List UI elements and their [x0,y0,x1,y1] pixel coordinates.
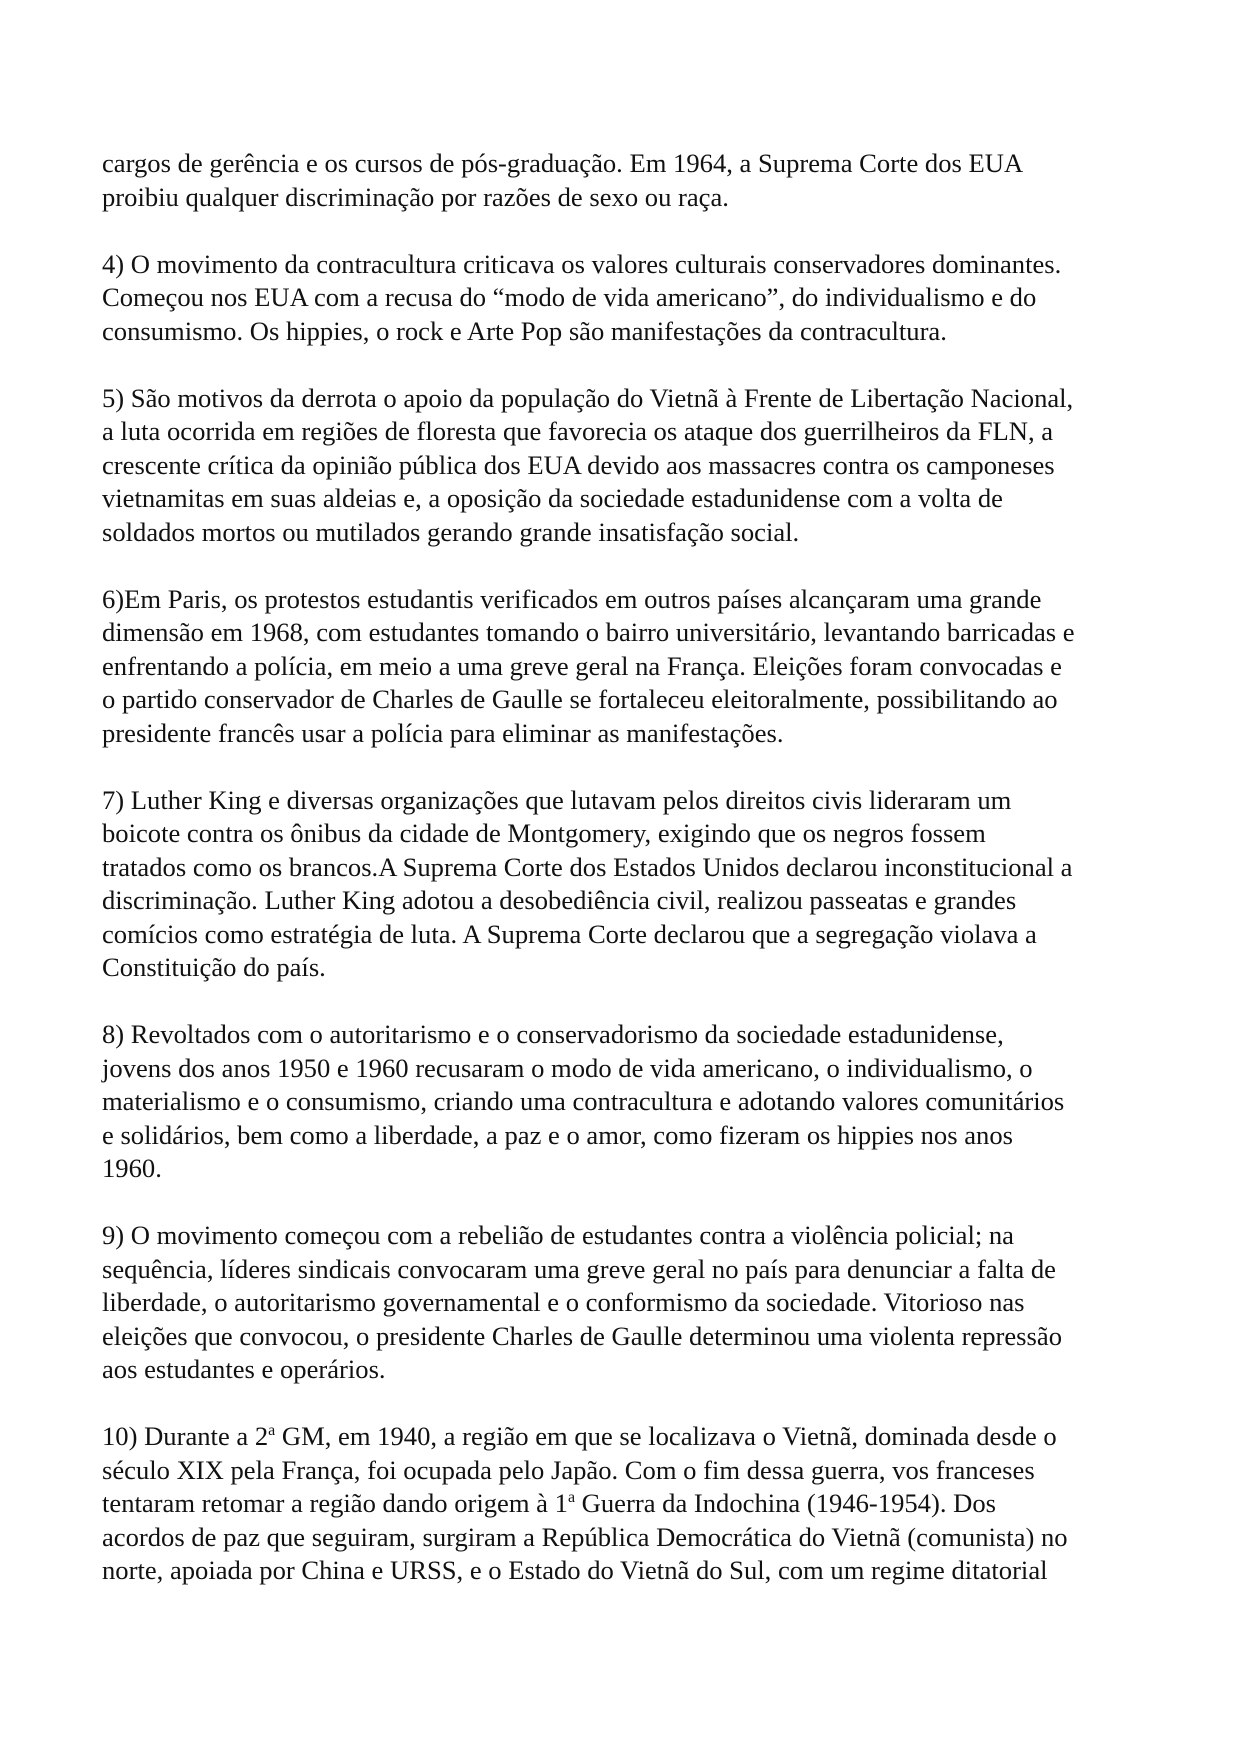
p10-line3-superscript: a [567,1489,576,1507]
paragraph-answer-10 [102,1420,1162,1588]
p10-line3-part1: tentaram retomar a região dando origem à 1 [102,1488,568,1518]
p10-line1-part1: 10) Durante a 2 [102,1421,269,1451]
document-body [102,147,1162,1621]
paragraph-answer-6: 6)Em Paris, os protestos estudantis verificados em outros países alcançaram uma grande dimensão em 1968, com estudantes tomando o bairro universitário, levantando barricadas e enfrentando a polícia, em meio a uma greve geral na França. Eleições foram convocadas e o partido conservador de Charles de Gaulle se fortaleceu eleitoralmente, possibilitando ao presidente francês usar a polícia para eliminar as manifestações. [102,583,1075,748]
paragraph-answer-7: 7) Luther King e diversas organizações que lutavam pelos direitos civis lideraram um boicote contra os ônibus da cidade de Montgomery, exigindo que os negros fossem tratados como os brancos.A Suprema Corte dos Estados Unidos declarou inconstitucional a discriminação. Luther King adotou a desobediência civil, realizou passeatas e grandes comícios como estratégia de luta. A Suprema Corte declarou que a segregação violava a Constituição do país. [102,784,1073,982]
paragraph-answer-5: 5) São motivos da derrota o apoio da população do Vietnã à Frente de Libertação Nacional, a luta ocorrida em regiões de floresta que favorecia os ataque dos guerrilheiros da FLN, a crescente crítica da opinião pública dos EUA devido aos massacres contra os camponeses vietnamitas em suas aldeias e, a oposição da sociedade estadunidense com a volta de soldados mortos ou mutilados gerando grande insatisfação social. [102,382,1074,547]
paragraph-answer-8: 8) Revoltados com o autoritarismo e o conservadorismo da sociedade estadunidense, jovens dos anos 1950 e 1960 recusaram o modo de vida americano, o individualismo, o materialismo e o consumismo, criando uma contracultura e adotando valores comunitários e solidários, bem como a liberdade, a paz e o amor, como fizeram os hippies nos anos 1960. [102,1019,1065,1183]
paragraph-answer-4: 4) O movimento da contracultura criticava os valores culturais conservadores dominantes. Começou nos EUA com a recusa do “modo de vida americano”, do individualismo e do consumismo. Os hippies, o rock e Arte Pop são manifestações da contracultura. [102,248,1062,346]
paragraph-intro: cargos de gerência e os cursos de pós-graduação. Em 1964, a Suprema Corte dos EUA proibiu qualquer discriminação por razões de sexo ou raça. [102,148,1024,212]
paragraph-10-line-2: século XIX pela França, foi ocupada pelo Japão. Com o fim dessa guerra, vos franceses [102,1454,1035,1485]
p10-line1-superscript: a [268,1422,276,1440]
paragraph-10-line-4: acordos de paz que seguiram, surgiram a República Democrática do Vietnã (comunista) no [102,1521,1068,1552]
paragraph-answer-9: 9) O movimento começou com a rebelião de estudantes contra a violência policial; na sequência, líderes sindicais convocaram uma greve geral no país para denunciar a falta de liberdade, o autoritarismo governamental e o conformismo da sociedade. Vitorioso nas eleições que convocou, o presidente Charles de Gaulle determinou uma violenta repressão aos estudantes e operários. [102,1220,1062,1384]
p10-line3-part2: Guerra da Indochina (1946-1954). Dos [575,1488,996,1518]
paragraph-10-line-5: norte, apoiada por China e URSS, e o Estado do Vietnã do Sul, com um regime ditatorial [102,1555,1048,1585]
paragraph-10-line-1 [102,1420,1162,1454]
p10-line1-part2: GM, em 1940, a região em que se localizava o Vietnã, dominada desde o [275,1421,1057,1451]
paragraph-10-line-3 [102,1487,1162,1521]
